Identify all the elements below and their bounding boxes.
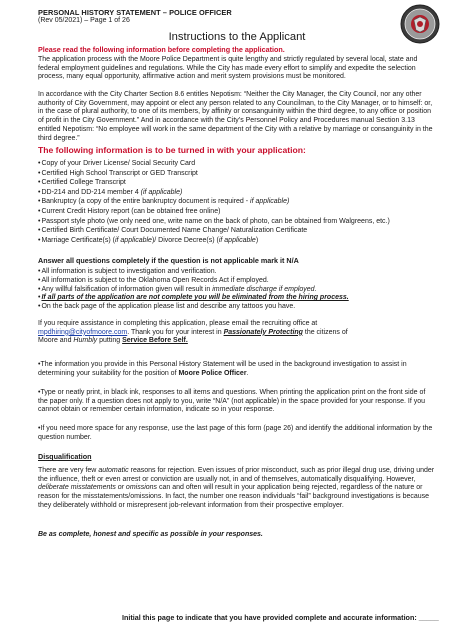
list-item: • On the back page of the application please list and describe any tattoos you have. <box>38 303 438 312</box>
list-item: • Current Credit History report (can be obtained free online) <box>38 207 438 217</box>
list-item: • All information is subject to the Oklahoma Open Records Act if employed. <box>38 277 438 286</box>
background-paragraph: •The information you provide in this Personal History Statement will be used in the background investigation to assist in determining your suitability for the position of Moore Police Officer. <box>38 361 407 377</box>
list-item: • All information is subject to investigation and verification. <box>38 268 438 277</box>
list-item: • Certified Birth Certificate/ Court Documented Name Change/ Naturalization Certificate <box>38 226 438 236</box>
documents-heading: The following information is to be turned in with your application: <box>38 145 306 155</box>
disqualification-heading: Disqualification <box>38 452 92 461</box>
read-warning: Please read the following information before completing the application. <box>38 45 285 54</box>
list-item: • If all parts of the application are not complete you will be eliminated from the hiring process. <box>38 294 438 303</box>
list-item: • DD-214 and DD-214 member 4 (if applicable) <box>38 188 438 198</box>
form-title: PERSONAL HISTORY STATEMENT – POLICE OFFICER <box>38 8 232 17</box>
list-item: • Certified High School Transcript or GED Transcript <box>38 169 438 179</box>
nepotism-paragraph: In accordance with the City Charter Section 8.6 entitles Nepotism: “Neither the City Manager, the City Council, nor any other authority of City Government, may appoint or elect any person related to any Councilman, to the City Manager, or to himself: or, in the case of plural authority, to one of its members, by affinity or consanguinity within the third degree, to any office or position of profit in the City Government.” And in accordance with the City’s Personnel Policy and Procedures manual Section 3.13 entitled Nepotism: “No employee will work in the same department of the City with a relative by marriage or consanguinity in the third degree.” <box>38 91 433 142</box>
list-item: • Marriage Certificate(s) (if applicable)/ Divorce Decree(s) (if applicable) <box>38 236 438 246</box>
contact-paragraph: If you require assistance in completing this application, please email the recruiting office at mpdhiring@cityofmoore.com. Thank you for your interest in Passionately Protecting the citizens of Moore and Humbly putting Service Before Self. <box>38 320 348 345</box>
more-space-paragraph: •If you need more space for any response, use the last page of this form (page 26) and identify the additional information by the question number. <box>38 425 433 441</box>
initial-line: Initial this page to indicate that you have provided complete and accurate information: _____ <box>122 613 439 622</box>
recruiting-email-link[interactable]: mpdhiring@cityofmoore.com <box>38 328 128 336</box>
list-item: • Certified College Transcript <box>38 178 438 188</box>
type-instructions-paragraph: •Type or neatly print, in black ink, responses to all items and questions. When printing the application print on the front side of the paper only. If a question does not apply to you, write “N/A” (not applicable) in the space provided for your response. If you cannot obtain or remember certain information, indicate so in your response. <box>38 389 426 414</box>
intro-paragraph: The application process with the Moore Police Department is quite lengthy and strictly regulated by several local, state and federal employment guidelines and regulations. While the City has made every effort to simplify and expedite the selection process, many equal opportunity, affirmative action and merit system provisions must be monitored. <box>38 56 418 81</box>
disqualification-paragraph: There are very few automatic reasons for rejection. Even issues of prior misconduct, such as prior illegal drug use, driving under the influence, theft or even arrest or conviction are usually not, in and of themselves, automatically disqualifying. However, deliberate misstatements or omissions can and often will result in your application being rejected, regardless of the nature or reason for the misstatements/omissions. In fact, the number one reason individuals “fail” background investigations is because they deliberately withhold or misrepresent job-relevant information from their prospective employer. <box>38 467 435 509</box>
page-title: Instructions to the Applicant <box>168 31 306 43</box>
list-item: • Copy of your Driver License/ Social Security Card <box>38 159 438 169</box>
form-revision: (Rev 05/2021) – Page 1 of 26 <box>38 17 130 24</box>
answer-heading: Answer all questions completely if the question is not applicable mark it N/A <box>38 256 299 265</box>
closing-statement: Be as complete, honest and specific as possible in your responses. <box>38 531 263 538</box>
list-item: • Passport style photo (we only need one, write name on the back of photo, can be obtained from Walgreens, etc.) <box>38 217 438 227</box>
list-item: • Bankruptcy (a copy of the entire bankruptcy document is required - if applicable) <box>38 197 438 207</box>
list-item: • Any willful falsification of information given will result in immediate discharge if employed. <box>38 286 438 295</box>
answer-rules-list <box>38 268 438 312</box>
documents-list <box>38 159 438 245</box>
